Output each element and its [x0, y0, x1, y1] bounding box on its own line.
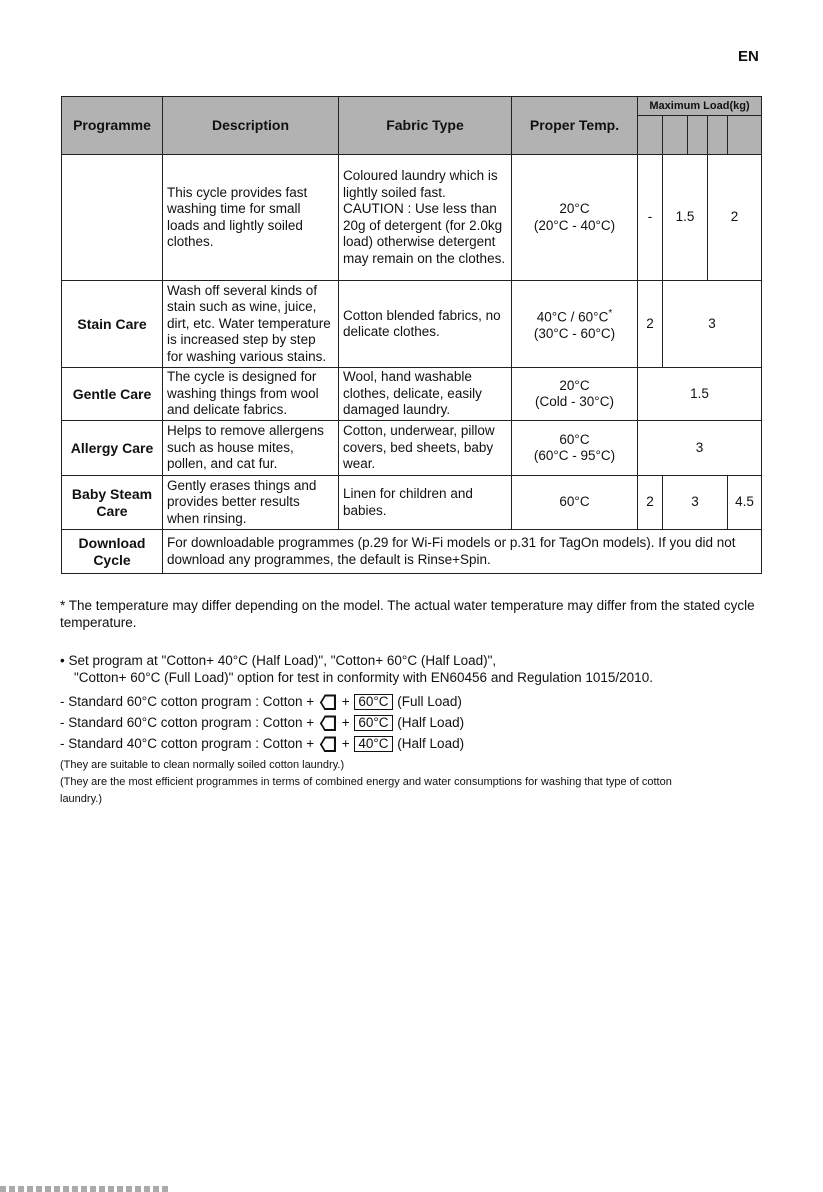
programme-description: For downloadable programmes (p.29 for Wi-Fi models or p.31 for TagOn models). If you did not download any programmes, the default is Rinse+Spin. [163, 530, 762, 574]
programme-name: Allergy Care [62, 421, 163, 476]
header-description: Description [163, 97, 339, 155]
header-load-col-4 [708, 116, 728, 155]
programme-fabric: Cotton, underwear, pillow covers, bed sheets, baby wear. [339, 421, 512, 476]
language-label: EN [738, 48, 759, 65]
header-load-col-3 [688, 116, 708, 155]
programme-description: This cycle provides fast washing time for small loads and lightly soiled clothes. [163, 155, 339, 281]
table-row [62, 155, 762, 281]
programme-name: Download Cycle [62, 530, 163, 574]
programme-temp [512, 281, 638, 368]
load-value: - [638, 155, 663, 281]
programme-name: Gentle Care [62, 368, 163, 421]
temp-range: (30°C - 60°C) [533, 325, 616, 341]
load-value: 3 [663, 281, 762, 368]
bullet-line-1-text: Set program at "Cotton+ 40°C (Half Load)", "Cotton+ 60°C (Half Load)", [68, 653, 497, 668]
standard-programs [60, 691, 464, 754]
temp-box: 60°C [354, 694, 392, 710]
load-value: 3 [663, 476, 728, 530]
load-value: 2 [638, 281, 663, 368]
temp-main: 20°C [559, 201, 590, 216]
load-label: (Half Load) [397, 736, 465, 751]
header-fabric-type: Fabric Type [339, 97, 512, 155]
standard-program-line [60, 712, 464, 733]
temp-main: 40°C / 60°C [536, 309, 609, 325]
programme-description: Gently erases things and provides better results when rinsing. [163, 476, 339, 530]
programme-fabric: Linen for children and babies. [339, 476, 512, 530]
programme-table [61, 96, 762, 574]
header-load-col-1 [638, 116, 663, 155]
standard-program-line [60, 691, 464, 712]
header-programme: Programme [62, 97, 163, 155]
test-bullet [60, 652, 780, 686]
temp-asterisk: * [608, 307, 613, 319]
temp-range: (20°C - 40°C) [533, 217, 616, 233]
programme-temp [512, 155, 638, 281]
table-row [62, 421, 762, 476]
temp-box: 40°C [354, 736, 392, 752]
cotton-icon [320, 736, 336, 752]
programme-description: Wash off several kinds of stain such as wine, juice, dirt, etc. Water temperature is increased step by step for washing various stains. [163, 281, 339, 368]
small-note-2: (They are the most efficient programmes in terms of combined energy and water consumptions for washing that type of cotton laundry.) [60, 776, 672, 805]
temp-range: (60°C - 95°C) [533, 448, 616, 463]
temp-main: 60°C [559, 494, 590, 510]
programme-temp [512, 476, 638, 530]
footer-print-mark [0, 1186, 170, 1192]
asterisk-note [60, 597, 770, 631]
table-row [62, 476, 762, 530]
header-load-col-5 [728, 116, 762, 155]
bullet-line-1: • Set program at "Cotton+ 40°C (Half Load)", "Cotton+ 60°C (Half Load)", [60, 653, 497, 668]
standard-program-line [60, 733, 464, 754]
small-note-1: (They are suitable to clean normally soiled cotton laundry.) [60, 759, 345, 771]
cotton-icon [320, 694, 336, 710]
asterisk-note-text: The temperature may differ depending on the model. The actual water temperature may differ from the stated cycle temperature. [60, 598, 755, 630]
programme-fabric: Coloured laundry which is lightly soiled fast. CAUTION : Use less than 20g of detergent (for 2.0kg load) otherwise detergent may remain on the clothes. [339, 155, 512, 281]
standard-program-label: - Standard 40°C cotton program : Cotton + [60, 736, 315, 751]
standard-program-label: - Standard 60°C cotton program : Cotton + [60, 694, 315, 709]
header-maximum-load: Maximum Load(kg) [638, 97, 762, 116]
load-value: 1.5 [638, 368, 762, 421]
table-row [62, 368, 762, 421]
load-label: (Half Load) [397, 715, 465, 730]
plus-sign: + [341, 736, 350, 751]
programme-description: The cycle is designed for washing things from wool and delicate fabrics. [163, 368, 339, 421]
plus-sign: + [341, 715, 350, 730]
header-proper-temp: Proper Temp. [512, 97, 638, 155]
table-row [62, 530, 762, 574]
programme-name: Stain Care [62, 281, 163, 368]
asterisk-mark: * [60, 598, 66, 613]
programme-description: Helps to remove allergens such as house mites, pollen, and cat fur. [163, 421, 339, 476]
temp-range: (Cold - 30°C) [535, 394, 614, 409]
load-value: 4.5 [728, 476, 762, 530]
load-label: (Full Load) [397, 694, 462, 709]
plus-sign: + [341, 694, 350, 709]
load-value: 2 [638, 476, 663, 530]
programme-fabric: Wool, hand washable clothes, delicate, easily damaged laundry. [339, 368, 512, 421]
temp-main: 60°C [559, 431, 590, 447]
bullet-line-2: "Cotton+ 60°C (Full Load)" option for test in conformity with EN60456 and Regulation 1015/2010. [74, 670, 653, 685]
header-load-col-2 [663, 116, 688, 155]
programme-fabric: Cotton blended fabrics, no delicate clothes. [339, 281, 512, 368]
temp-main: 20°C [559, 377, 590, 393]
table-row [62, 281, 762, 368]
standard-program-label: - Standard 60°C cotton program : Cotton + [60, 715, 315, 730]
small-notes [60, 757, 680, 808]
temp-box: 60°C [354, 715, 392, 731]
load-value: 1.5 [663, 155, 708, 281]
programme-temp [512, 368, 638, 421]
programme-name: Baby Steam Care [62, 476, 163, 530]
load-value: 3 [638, 421, 762, 476]
cotton-icon [320, 715, 336, 731]
programme-name [62, 155, 163, 281]
programme-temp [512, 421, 638, 476]
load-value: 2 [708, 155, 762, 281]
